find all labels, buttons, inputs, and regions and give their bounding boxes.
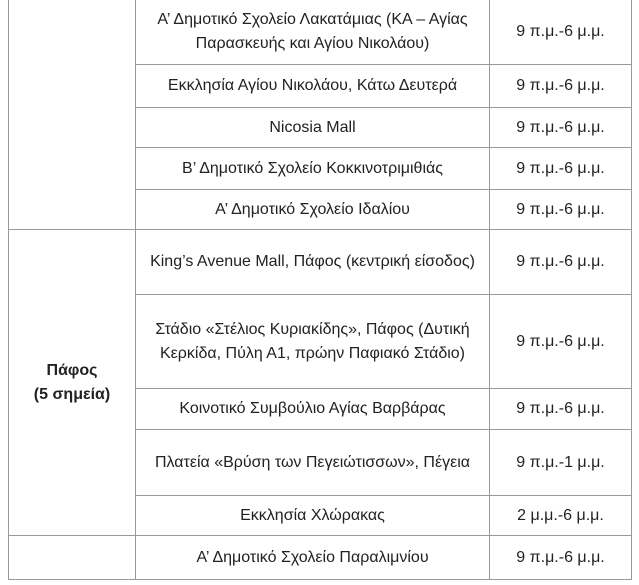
hours-cell: 9 π.μ.-6 μ.μ. — [490, 536, 632, 580]
region-name: Πάφος — [46, 361, 98, 379]
location-cell: Α’ Δημοτικό Σχολείο Ιδαλίου — [136, 190, 490, 230]
region-cell — [9, 230, 136, 536]
region-count: (5 σημεία) — [33, 385, 111, 403]
location-cell: Nicosia Mall — [136, 108, 490, 148]
region-cell-empty — [9, 536, 136, 580]
hours-cell: 2 μ.μ.-6 μ.μ. — [490, 496, 632, 536]
table-row — [9, 0, 632, 65]
hours-cell: 9 π.μ.-6 μ.μ. — [490, 108, 632, 148]
table-row — [9, 536, 632, 580]
hours-cell: 9 π.μ.-6 μ.μ. — [490, 190, 632, 230]
location-cell: Εκκλησία Χλώρακας — [136, 496, 490, 536]
hours-cell: 9 π.μ.-1 μ.μ. — [490, 430, 632, 496]
location-cell: Β’ Δημοτικό Σχολείο Κοκκινοτριμιθιάς — [136, 148, 490, 190]
table-row — [9, 230, 632, 295]
location-cell: Εκκλησία Αγίου Νικολάου, Κάτω Δευτερά — [136, 65, 490, 108]
location-cell: Α’ Δημοτικό Σχολείο Παραλιμνίου — [136, 536, 490, 580]
hours-cell: 9 π.μ.-6 μ.μ. — [490, 389, 632, 430]
hours-cell: 9 π.μ.-6 μ.μ. — [490, 65, 632, 108]
location-cell: King’s Avenue Mall, Πάφος (κεντρική είσοδος) — [136, 230, 490, 295]
location-cell: Α’ Δημοτικό Σχολείο Λακατάμιας (ΚΑ – Αγίας Παρασκευής και Αγίου Νικολάου) — [136, 0, 490, 65]
hours-cell: 9 π.μ.-6 μ.μ. — [490, 148, 632, 190]
hours-cell: 9 π.μ.-6 μ.μ. — [490, 295, 632, 389]
location-cell: Πλατεία «Βρύση των Πεγειώτισσων», Πέγεια — [136, 430, 490, 496]
location-cell: Κοινοτικό Συμβούλιο Αγίας Βαρβάρας — [136, 389, 490, 430]
hours-cell: 9 π.μ.-6 μ.μ. — [490, 230, 632, 295]
hours-cell: 9 π.μ.-6 μ.μ. — [490, 0, 632, 65]
region-cell-empty — [9, 0, 136, 230]
location-cell: Στάδιο «Στέλιος Κυριακίδης», Πάφος (Δυτική Κερκίδα, Πύλη Α1, πρώην Παφιακό Στάδιο) — [136, 295, 490, 389]
vaccination-points-table — [8, 0, 632, 580]
